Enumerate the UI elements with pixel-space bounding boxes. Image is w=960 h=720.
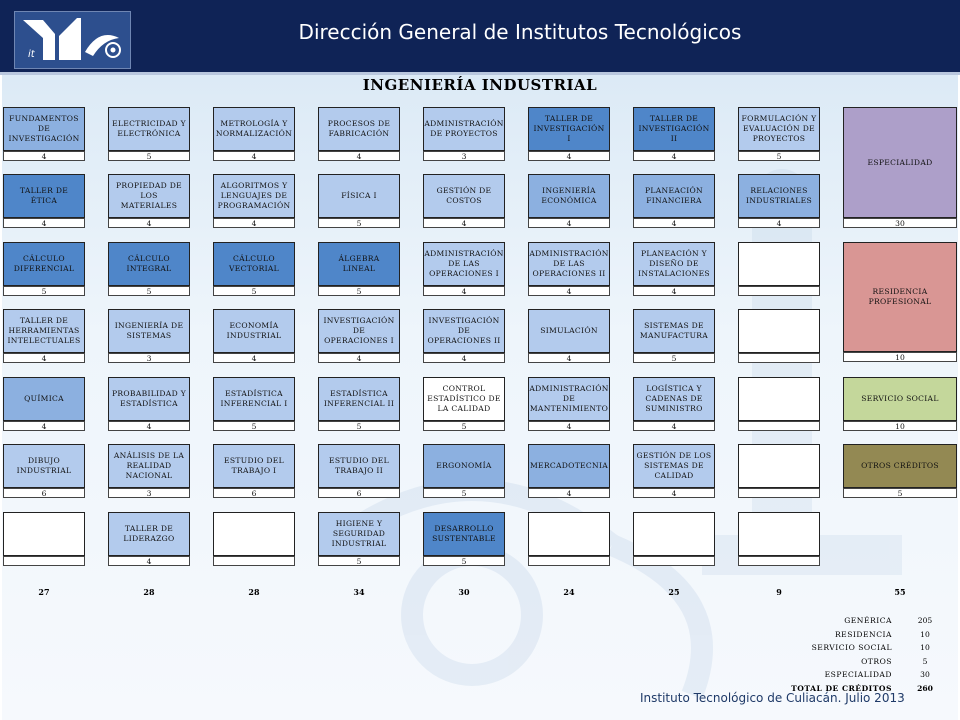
subject-cell: PROCESOS DE FABRICACIÓN xyxy=(318,107,400,151)
subject-cell: ESTUDIO DEL TRABAJO I xyxy=(213,444,295,488)
credit-cell: 4 xyxy=(423,218,505,228)
subject-cell: ADMINISTRACIÓN DE LAS OPERACIONES II xyxy=(528,242,610,286)
credit-cell: 4 xyxy=(108,218,190,228)
subject-cell: CÁLCULO INTEGRAL xyxy=(108,242,190,286)
credit-cell: 4 xyxy=(318,151,400,161)
credit-cell: 4 xyxy=(318,353,400,363)
header-title: Dirección General de Institutos Tecnológicos xyxy=(298,20,742,44)
semester-total: 30 xyxy=(458,587,470,597)
side-credit-cell: 5 xyxy=(843,488,957,498)
side-credit-cell: 10 xyxy=(843,421,957,431)
credit-cell: 4 xyxy=(213,353,295,363)
summary-value: 260 xyxy=(917,683,933,693)
credit-cell: 4 xyxy=(3,421,85,431)
semester-total: 24 xyxy=(563,587,575,597)
side-category-cell: SERVICIO SOCIAL xyxy=(843,377,957,421)
summary-label: SERVICIO SOCIAL xyxy=(811,643,892,652)
credit-cell: 5 xyxy=(423,556,505,566)
credit-cell: 6 xyxy=(3,488,85,498)
document-title: INGENIERÍA INDUSTRIAL xyxy=(362,76,598,94)
subject-cell: SISTEMAS DE MANUFACTURA xyxy=(633,309,715,353)
credit-cell: 4 xyxy=(633,488,715,498)
subject-cell: RELACIONES INDUSTRIALES xyxy=(738,174,820,218)
credit-cell: 5 xyxy=(3,286,85,296)
subject-cell: FORMULACIÓN Y EVALUACIÓN DE PROYECTOS xyxy=(738,107,820,151)
subject-cell: INGENIERÍA ECONÓMICA xyxy=(528,174,610,218)
credit-cell: 5 xyxy=(318,286,400,296)
summary-label: GENÉRICA xyxy=(844,616,892,625)
subject-cell xyxy=(738,377,820,421)
semester-total: 27 xyxy=(38,587,50,597)
subject-cell: TALLER DE ÉTICA xyxy=(3,174,85,218)
subject-cell xyxy=(3,512,85,556)
side-category-cell: RESIDENCIA PROFESIONAL xyxy=(843,242,957,352)
credit-cell xyxy=(528,556,610,566)
credit-cell: 4 xyxy=(108,421,190,431)
subject-cell: TALLER DE INVESTIGACIÓN II xyxy=(633,107,715,151)
credit-cell: 4 xyxy=(213,151,295,161)
credit-cell xyxy=(738,421,820,431)
summary-value: 10 xyxy=(920,629,930,639)
credit-cell: 5 xyxy=(423,421,505,431)
credit-cell xyxy=(738,286,820,296)
semester-total: 55 xyxy=(894,587,906,597)
credit-cell: 4 xyxy=(633,151,715,161)
subject-cell: ADMINISTRACIÓN DE PROYECTOS xyxy=(423,107,505,151)
side-category-cell: OTROS CRÉDITOS xyxy=(843,444,957,488)
subject-cell: METROLOGÍA Y NORMALIZACIÓN xyxy=(213,107,295,151)
credit-cell: 5 xyxy=(318,421,400,431)
subject-cell: ESTUDIO DEL TRABAJO II xyxy=(318,444,400,488)
logo-graphic xyxy=(15,12,130,68)
semester-total: 9 xyxy=(776,587,782,597)
subject-cell xyxy=(213,512,295,556)
subject-cell: GESTIÓN DE LOS SISTEMAS DE CALIDAD xyxy=(633,444,715,488)
credit-cell: 5 xyxy=(423,488,505,498)
credit-cell: 4 xyxy=(528,151,610,161)
credit-cell: 4 xyxy=(528,488,610,498)
credit-cell: 5 xyxy=(318,218,400,228)
subject-cell: HIGIENE Y SEGURIDAD INDUSTRIAL xyxy=(318,512,400,556)
summary-value: 10 xyxy=(920,643,930,652)
credit-cell: 4 xyxy=(423,286,505,296)
credit-cell xyxy=(633,556,715,566)
credit-cell: 4 xyxy=(108,556,190,566)
credit-cell: 4 xyxy=(528,353,610,363)
summary-label: OTROS xyxy=(861,656,892,666)
subject-cell: TALLER DE INVESTIGACIÓN I xyxy=(528,107,610,151)
subject-cell: INGENIERÍA DE SISTEMAS xyxy=(108,309,190,353)
credit-cell: 4 xyxy=(633,218,715,228)
credit-cell: 4 xyxy=(738,218,820,228)
subject-cell: DIBUJO INDUSTRIAL xyxy=(3,444,85,488)
credit-cell xyxy=(738,556,820,566)
subject-cell: ADMINISTRACIÓN DE MANTENIMIENTO xyxy=(528,377,610,421)
institution-logo xyxy=(14,11,131,69)
subject-cell: TALLER DE HERRAMIENTAS INTELECTUALES xyxy=(3,309,85,353)
credit-cell: 6 xyxy=(318,488,400,498)
subject-cell: ERGONOMÍA xyxy=(423,444,505,488)
subject-cell: PLANEACIÓN Y DISEÑO DE INSTALACIONES xyxy=(633,242,715,286)
credit-cell: 4 xyxy=(528,286,610,296)
credit-cell xyxy=(3,556,85,566)
subject-cell: DESARROLLO SUSTENTABLE xyxy=(423,512,505,556)
subject-cell: ESTADÍSTICA INFERENCIAL II xyxy=(318,377,400,421)
semester-total: 34 xyxy=(353,587,365,597)
subject-cell: ÁLGEBRA LINEAL xyxy=(318,242,400,286)
summary-value: 30 xyxy=(920,670,930,679)
summary-label: TOTAL DE CRÉDITOS xyxy=(791,683,892,693)
credit-cell: 5 xyxy=(318,556,400,566)
subject-cell: CONTROL ESTADÍSTICO DE LA CALIDAD xyxy=(423,377,505,421)
subject-cell: ADMINISTRACIÓN DE LAS OPERACIONES I xyxy=(423,242,505,286)
credit-cell: 4 xyxy=(528,421,610,431)
subject-cell: ECONOMÍA INDUSTRIAL xyxy=(213,309,295,353)
credit-cell: 6 xyxy=(213,488,295,498)
credit-cell: 5 xyxy=(108,286,190,296)
summary-label: ESPECIALIDAD xyxy=(824,670,892,679)
side-credit-cell: 10 xyxy=(843,352,957,362)
subject-cell: FÍSICA I xyxy=(318,174,400,218)
credit-cell: 4 xyxy=(3,151,85,161)
credit-cell: 4 xyxy=(3,353,85,363)
subject-cell: INVESTIGACIÓN DE OPERACIONES I xyxy=(318,309,400,353)
logo-text: it xyxy=(28,49,35,60)
subject-cell: FUNDAMENTOS DE INVESTIGACIÓN xyxy=(3,107,85,151)
subject-cell: TALLER DE LIDERAZGO xyxy=(108,512,190,556)
credit-cell: 4 xyxy=(3,218,85,228)
credit-cell: 5 xyxy=(213,421,295,431)
footer-text: Instituto Tecnológico de Culiacán. Julio 2013 xyxy=(640,691,905,705)
credit-cell xyxy=(738,488,820,498)
subject-cell xyxy=(738,242,820,286)
credit-cell xyxy=(213,556,295,566)
subject-cell xyxy=(738,512,820,556)
credit-cell: 3 xyxy=(423,151,505,161)
subject-cell: QUÍMICA xyxy=(3,377,85,421)
credit-cell: 5 xyxy=(633,353,715,363)
side-empty-cell xyxy=(843,512,957,566)
semester-total: 28 xyxy=(248,587,260,597)
credit-cell xyxy=(738,353,820,363)
credit-cell: 3 xyxy=(108,353,190,363)
credit-cell: 5 xyxy=(738,151,820,161)
side-category-cell: ESPECIALIDAD xyxy=(843,107,957,218)
semester-total: 28 xyxy=(143,587,155,597)
subject-cell: CÁLCULO DIFERENCIAL xyxy=(3,242,85,286)
credit-cell: 5 xyxy=(108,151,190,161)
subject-cell: CÁLCULO VECTORIAL xyxy=(213,242,295,286)
subject-cell: PROBABILIDAD Y ESTADÍSTICA xyxy=(108,377,190,421)
subject-cell xyxy=(738,444,820,488)
summary-value: 5 xyxy=(922,656,928,666)
subject-cell: ANÁLISIS DE LA REALIDAD NACIONAL xyxy=(108,444,190,488)
credit-cell: 5 xyxy=(213,286,295,296)
subject-cell: PROPIEDAD DE LOS MATERIALES xyxy=(108,174,190,218)
credit-cell: 3 xyxy=(108,488,190,498)
summary-label: RESIDENCIA xyxy=(834,629,892,639)
subject-cell: GESTIÓN DE COSTOS xyxy=(423,174,505,218)
subject-cell: ESTADÍSTICA INFERENCIAL I xyxy=(213,377,295,421)
subject-cell: ALGORITMOS Y LENGUAJES DE PROGRAMACIÓN xyxy=(213,174,295,218)
subject-cell xyxy=(738,309,820,353)
subject-cell: PLANEACIÓN FINANCIERA xyxy=(633,174,715,218)
subject-cell: MERCADOTECNIA xyxy=(528,444,610,488)
credit-cell: 4 xyxy=(423,353,505,363)
summary-value: 205 xyxy=(917,616,933,625)
credit-cell: 4 xyxy=(633,286,715,296)
subject-cell: SIMULACIÓN xyxy=(528,309,610,353)
credit-cell: 4 xyxy=(528,218,610,228)
credit-cell: 4 xyxy=(213,218,295,228)
header-bar xyxy=(0,0,960,75)
subject-cell xyxy=(528,512,610,556)
subject-cell xyxy=(633,512,715,556)
subject-cell: LOGÍSTICA Y CADENAS DE SUMINISTRO xyxy=(633,377,715,421)
side-credit-cell: 30 xyxy=(843,218,957,228)
semester-total: 25 xyxy=(668,587,680,597)
credit-cell: 4 xyxy=(633,421,715,431)
subject-cell: ELECTRICIDAD Y ELECTRÓNICA xyxy=(108,107,190,151)
subject-cell: INVESTIGACIÓN DE OPERACIONES II xyxy=(423,309,505,353)
